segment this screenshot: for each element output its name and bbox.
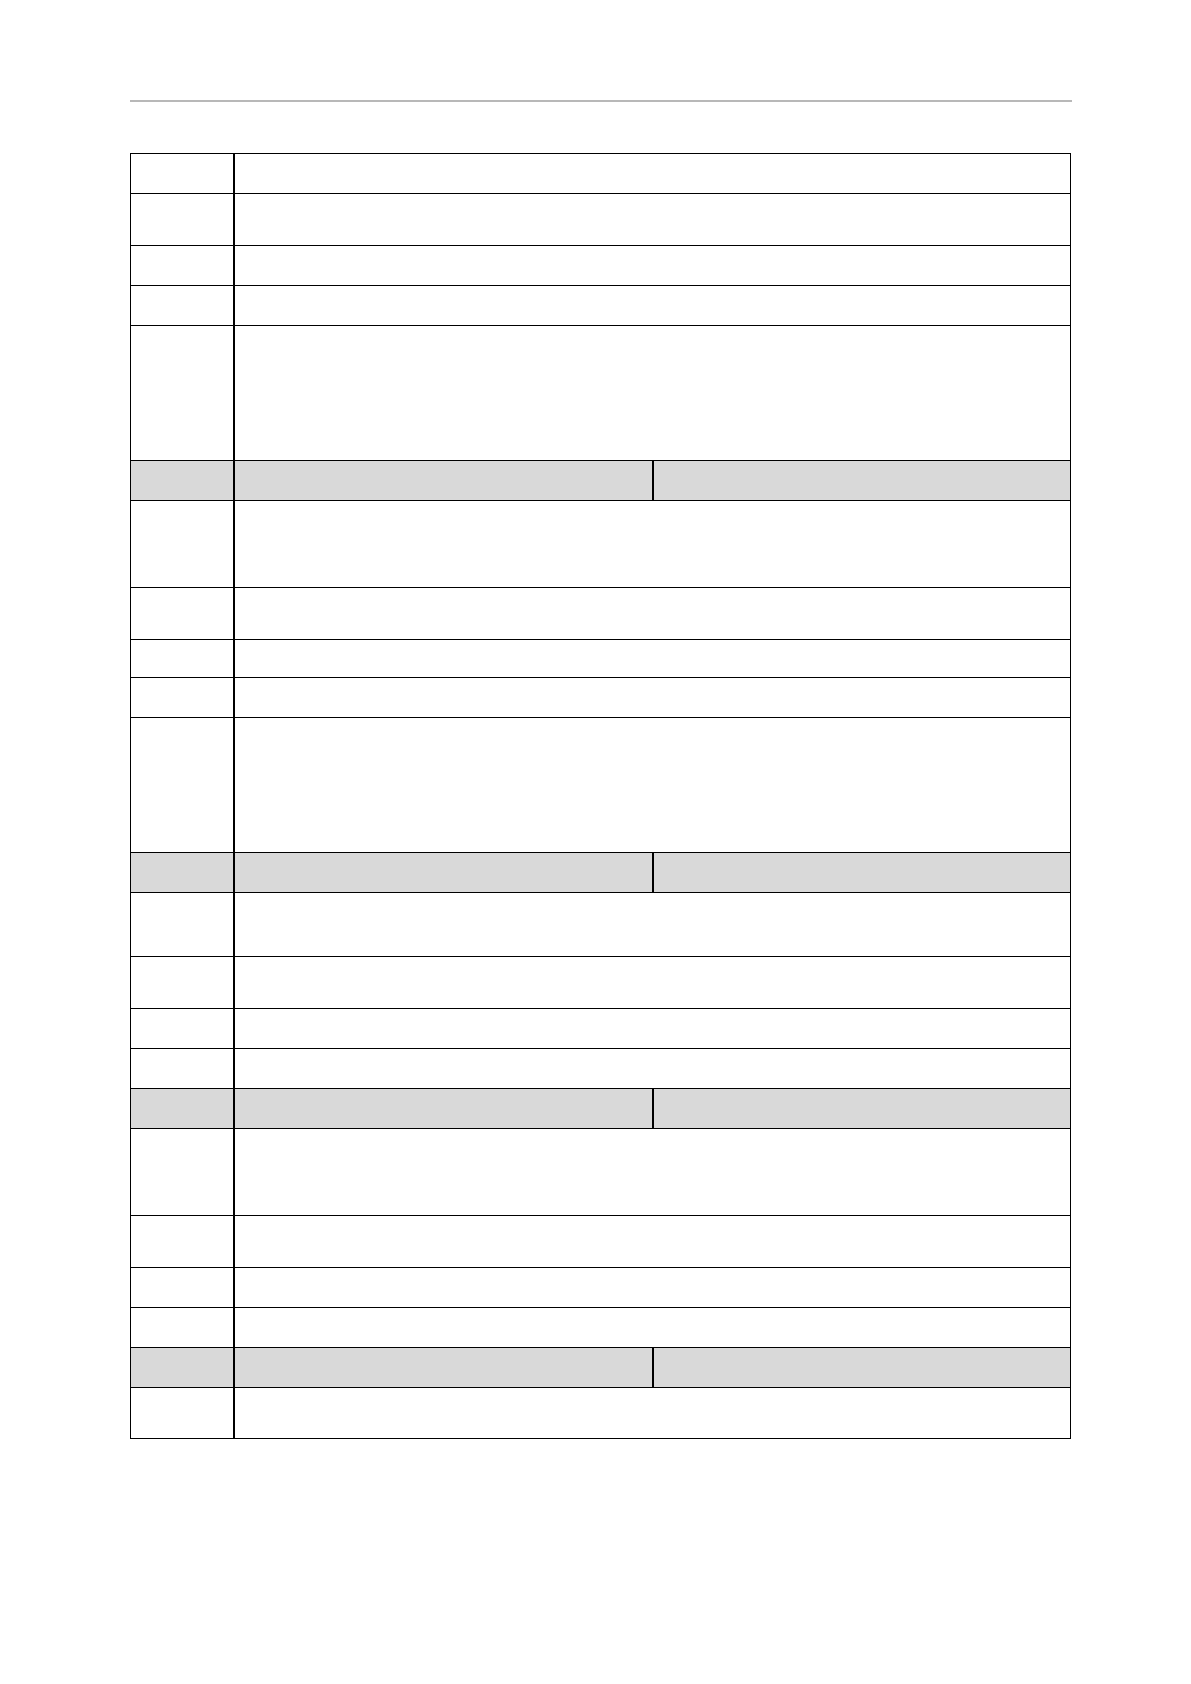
row-value [235, 718, 1070, 852]
row-label [131, 1268, 235, 1307]
row-label [131, 326, 235, 460]
header-rule [130, 100, 1072, 102]
header-cell-left [235, 461, 654, 500]
table-row [130, 153, 1071, 194]
row-label [131, 501, 235, 587]
row-label [131, 718, 235, 852]
row-label [131, 588, 235, 639]
section-header-row [130, 1348, 1071, 1388]
table-row [130, 501, 1071, 588]
table-row [130, 194, 1071, 246]
row-label [131, 286, 235, 325]
parameter-table [130, 153, 1071, 1439]
row-value [235, 501, 1070, 587]
row-label [131, 194, 235, 245]
row-label [131, 640, 235, 677]
header-cell-right [654, 1089, 1070, 1128]
row-label [131, 1216, 235, 1267]
table-row [130, 718, 1071, 853]
header-cell-left [235, 853, 654, 892]
table-row [130, 1009, 1071, 1049]
header-cell-right [654, 853, 1070, 892]
row-value [235, 286, 1070, 325]
row-value [235, 1216, 1070, 1267]
row-value [235, 1049, 1070, 1088]
row-value [235, 326, 1070, 460]
header-cell-right [654, 461, 1070, 500]
table-row [130, 957, 1071, 1009]
table-row [130, 246, 1071, 286]
row-label [131, 678, 235, 717]
row-value [235, 1268, 1070, 1307]
table-row [130, 286, 1071, 326]
header-cell-left [235, 1089, 654, 1128]
table-row [130, 1268, 1071, 1308]
row-value [235, 957, 1070, 1008]
row-label [131, 1348, 235, 1387]
row-value [235, 640, 1070, 677]
table-row [130, 1308, 1071, 1348]
row-value [235, 154, 1070, 193]
row-label [131, 957, 235, 1008]
table-row [130, 1216, 1071, 1268]
row-value [235, 194, 1070, 245]
table-row [130, 893, 1071, 957]
header-cell-left [235, 1348, 654, 1387]
row-label [131, 1009, 235, 1048]
table-row [130, 588, 1071, 640]
row-value [235, 1388, 1070, 1438]
row-label [131, 1388, 235, 1438]
section-header-row [130, 461, 1071, 501]
table-row [130, 1049, 1071, 1089]
table-row [130, 1129, 1071, 1216]
row-label [131, 154, 235, 193]
header-cell-right [654, 1348, 1070, 1387]
table-row [130, 1388, 1071, 1439]
row-value [235, 1129, 1070, 1215]
row-label [131, 1129, 235, 1215]
row-label [131, 246, 235, 285]
row-label [131, 1089, 235, 1128]
row-value [235, 246, 1070, 285]
row-value [235, 893, 1070, 956]
table-row [130, 678, 1071, 718]
row-value [235, 1009, 1070, 1048]
row-label [131, 461, 235, 500]
row-label [131, 1049, 235, 1088]
row-label [131, 853, 235, 892]
row-value [235, 1308, 1070, 1347]
row-label [131, 1308, 235, 1347]
row-value [235, 678, 1070, 717]
row-value [235, 588, 1070, 639]
section-header-row [130, 853, 1071, 893]
row-label [131, 893, 235, 956]
table-row [130, 326, 1071, 461]
table-row [130, 640, 1071, 678]
section-header-row [130, 1089, 1071, 1129]
